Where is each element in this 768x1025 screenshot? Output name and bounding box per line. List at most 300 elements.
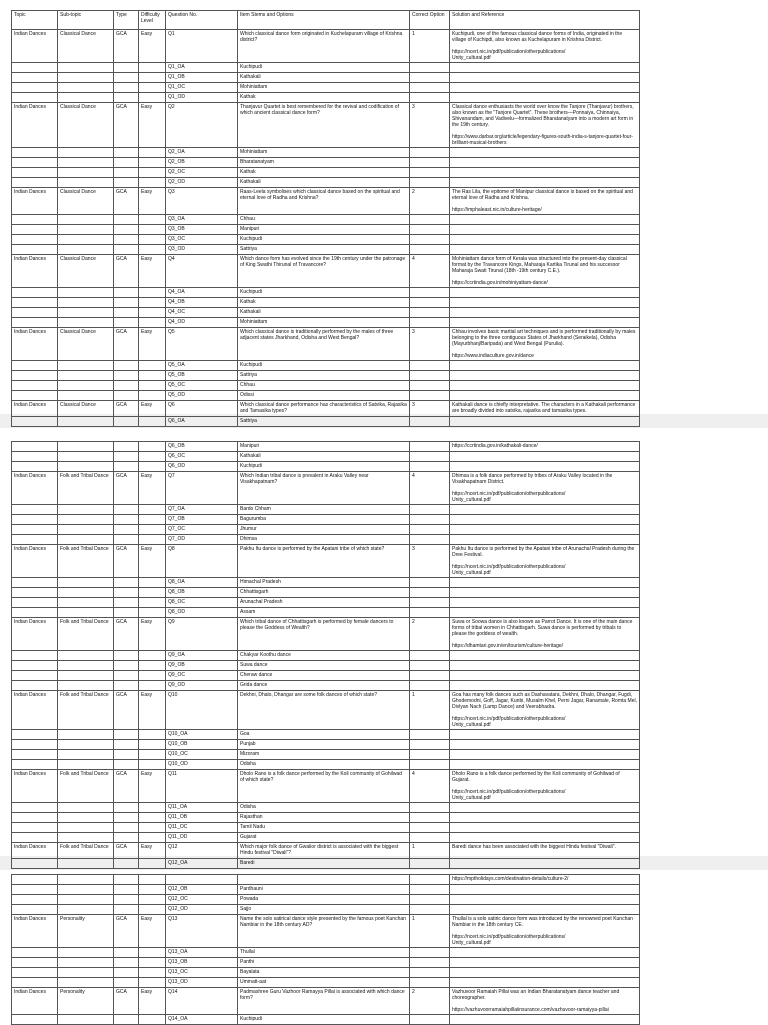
qno-cell: Q9 (166, 618, 238, 651)
qno-cell: Q14 (166, 988, 238, 1015)
topic-cell (12, 215, 58, 225)
correct-cell (410, 525, 450, 535)
text-cell: Kathak (238, 168, 410, 178)
topic-cell (12, 651, 58, 661)
difficulty-cell (139, 598, 166, 608)
question-row (12, 328, 640, 361)
qno-cell: Q8_OA (166, 578, 238, 588)
correct-cell (410, 885, 450, 895)
text-cell: Pakhu Itu dance is performed by the Apatani tribe of which state? (238, 545, 410, 578)
solution-cell (450, 988, 640, 1015)
solution-cell (450, 915, 640, 948)
reference-link[interactable]: https://ncert.nic.in/pdf/publication/otherpublications/ Unity_cultural.pdf (452, 491, 566, 503)
text-cell: Kuchipudi (238, 288, 410, 298)
type-cell (114, 178, 139, 188)
topic-cell (12, 148, 58, 158)
difficulty-cell (139, 308, 166, 318)
subtopic-cell (58, 158, 114, 168)
type-cell: GCA (114, 472, 139, 505)
reference-link[interactable]: https://imphaleast.nic.in/culture-heritage/ (452, 207, 542, 213)
correct-cell: 4 (410, 770, 450, 803)
text-cell: Punjab (238, 740, 410, 750)
solution-cell (450, 452, 640, 462)
solution-cell (450, 103, 640, 148)
option-row (12, 63, 640, 73)
solution-text: Vazhuvoor Ramaiah Pillai was an Indian Bharatanatyam dance teacher and choreographer. (452, 989, 620, 1001)
qno-cell: Q13 (166, 915, 238, 948)
option-row (12, 288, 640, 298)
text-cell: Mohiniattam (238, 318, 410, 328)
reference-link[interactable]: https://ncert.nic.in/pdf/publication/otherpublications/ Unity_cultural.pdf (452, 934, 566, 946)
difficulty-cell (139, 225, 166, 235)
subtopic-cell (58, 681, 114, 691)
text-cell: Kuchipudi (238, 1015, 410, 1025)
subtopic-cell (58, 318, 114, 328)
topic-cell (12, 588, 58, 598)
topic-cell (12, 452, 58, 462)
subtopic-cell: Classical Dance (58, 328, 114, 361)
difficulty-cell (139, 740, 166, 750)
option-row (12, 417, 640, 427)
correct-cell (410, 225, 450, 235)
reference-link[interactable]: https://www.darbar.org/article/legendary-figures-south-india-s-tanjore-quartet-four-brilliant-musical-brothers (452, 134, 633, 146)
text-cell: Baredi (238, 859, 410, 869)
qno-cell: Q12_OD (166, 905, 238, 915)
reference-link[interactable]: https://dhamtari.gov.in/en/tourism/culture-heritage/ (452, 643, 564, 649)
correct-cell (410, 158, 450, 168)
correct-cell (410, 148, 450, 158)
subtopic-cell (58, 905, 114, 915)
qno-cell: Q7_OB (166, 515, 238, 525)
type-cell: GCA (114, 843, 139, 859)
subtopic-cell (58, 148, 114, 158)
correct-cell (410, 588, 450, 598)
qno-cell: Q3_OC (166, 235, 238, 245)
subtopic-cell (58, 948, 114, 958)
solution-text: Goa has many folk dances such as Dashavatara, Dekhni, Dhalo, Dhangar, Fugdi, Ghodemodni, Goff, Jagar, Kunbi, Musalm Khel, Perni Jagar, Ranamale, Romta Mel, Divlyan Nach (Lamp Dance) and Veerabhadra. (452, 692, 637, 710)
text-cell: Gujarat (238, 833, 410, 843)
solution-cell (450, 391, 640, 401)
correct-cell (410, 760, 450, 770)
text-cell: Dholo Rano is a folk dance performed by the Koli community of Gohilwad of which state? (238, 770, 410, 803)
difficulty-cell (139, 671, 166, 681)
qno-cell: Q5_OB (166, 371, 238, 381)
reference-link[interactable]: https://ncert.nic.in/pdf/publication/otherpublications/ Unity_cultural.pdf (452, 789, 566, 801)
qno-cell: Q7_OC (166, 525, 238, 535)
type-cell (114, 168, 139, 178)
correct-cell (410, 288, 450, 298)
qno-cell: Q14_OA (166, 1015, 238, 1025)
type-cell (114, 661, 139, 671)
text-cell: Kuchipudi (238, 235, 410, 245)
correct-cell (410, 83, 450, 93)
correct-cell (410, 381, 450, 391)
solution-text: Kathakali dance is chiefly interpretative. The characters in a Kathakali performance are broadly divided into satvika, rajasika and tamasika types. (452, 402, 636, 414)
solution-cell (450, 770, 640, 803)
qno-cell: Q4_OD (166, 318, 238, 328)
qno-cell: Q10_OB (166, 740, 238, 750)
qno-cell: Q2 (166, 103, 238, 148)
topic-cell (12, 417, 58, 427)
text-cell: Kathakali (238, 73, 410, 83)
type-cell (114, 750, 139, 760)
subtopic-cell: Folk and Tribal Dance (58, 691, 114, 730)
subtopic-cell (58, 608, 114, 618)
type-cell (114, 462, 139, 472)
difficulty-cell (139, 288, 166, 298)
subtopic-cell (58, 803, 114, 813)
solution-cell (450, 188, 640, 215)
text-cell: Chhau (238, 215, 410, 225)
correct-cell (410, 235, 450, 245)
text-cell: Odisha (238, 803, 410, 813)
correct-cell (410, 968, 450, 978)
solution-cell (450, 958, 640, 968)
option-row (12, 1015, 640, 1025)
type-cell (114, 391, 139, 401)
subtopic-cell (58, 515, 114, 525)
text-cell: Kuchipudi (238, 361, 410, 371)
topic-cell (12, 823, 58, 833)
difficulty-cell: Easy (139, 401, 166, 417)
option-row (12, 681, 640, 691)
text-cell: Which classical dance performance has characteristics of Satvika, Rajasika and Tamasika types? (238, 401, 410, 417)
topic-cell (12, 1015, 58, 1025)
qno-cell: Q13_OC (166, 968, 238, 978)
correct-cell: 3 (410, 103, 450, 148)
column-header: Correct Option (410, 11, 450, 30)
solution-cell (450, 671, 640, 681)
topic-cell (12, 158, 58, 168)
correct-cell (410, 417, 450, 427)
option-row (12, 958, 640, 968)
correct-cell (410, 671, 450, 681)
subtopic-cell (58, 958, 114, 968)
difficulty-cell: Easy (139, 618, 166, 651)
difficulty-cell (139, 93, 166, 103)
reference-link[interactable]: https://ccrtindia.gov.in/mohiniyattam-dance/ (452, 280, 548, 286)
topic-cell (12, 661, 58, 671)
solution-text: Suwa or Soowa dance is also known as Parrot Dance. It is one of the main dance forms of tribal women in Chhattisgarh. Suwa dance is performed by tribals to please the goddess of wealth. (452, 619, 633, 637)
text-cell: Chakyar Koothu dance (238, 651, 410, 661)
correct-cell (410, 823, 450, 833)
topic-cell (12, 515, 58, 525)
correct-cell (410, 740, 450, 750)
reference-link[interactable]: https://ncert.nic.in/pdf/publication/otherpublications/ Unity_cultural.pdf (452, 716, 566, 728)
column-header: Topic (12, 11, 58, 30)
solution-text: Mohiniattam dance form of Kerala was structured into the present-day classical format by the Travancore Kings, Maharaja Kartika Tirunal and his successor Maharaja Swati Tirunal (18th -19th century C.E.). (452, 256, 627, 274)
qno-cell: Q11_OD (166, 833, 238, 843)
option-row (12, 371, 640, 381)
difficulty-cell (139, 452, 166, 462)
solution-text: Thullal is a solo satiric dance form was introduced by the renowned poet Kunchan Nambiar in the 18th century CE. (452, 916, 633, 928)
type-cell (114, 452, 139, 462)
solution-cell (450, 417, 640, 427)
qno-cell: Q4_OB (166, 298, 238, 308)
qno-cell: Q8_OC (166, 598, 238, 608)
option-row (12, 813, 640, 823)
question-row (12, 472, 640, 505)
correct-cell: 2 (410, 188, 450, 215)
option-row (12, 803, 640, 813)
solution-text: Kuchipudi, one of the famous classical dance forms of India, originated in the village of Kuchipdi, also known as Kuchelapuram in Krishna District. (452, 31, 623, 43)
subtopic-cell (58, 740, 114, 750)
topic-cell (12, 948, 58, 958)
difficulty-cell (139, 588, 166, 598)
subtopic-cell: Personality (58, 915, 114, 948)
correct-cell (410, 859, 450, 869)
solution-cell (450, 1015, 640, 1025)
text-cell: Jhumur (238, 525, 410, 535)
type-cell: GCA (114, 401, 139, 417)
text-cell: Kathak (238, 298, 410, 308)
subtopic-cell (58, 245, 114, 255)
qno-cell: Q7_OD (166, 535, 238, 545)
type-cell: GCA (114, 618, 139, 651)
type-cell (114, 215, 139, 225)
solution-cell (450, 158, 640, 168)
difficulty-cell: Easy (139, 545, 166, 578)
difficulty-cell (139, 803, 166, 813)
text-cell: Which tribal dance of Chhattisgarh is performed by female dancers to please the Goddess of Wealth? (238, 618, 410, 651)
option-row (12, 391, 640, 401)
topic-cell (12, 875, 58, 885)
topic-cell (12, 813, 58, 823)
topic-cell (12, 168, 58, 178)
type-cell (114, 245, 139, 255)
option-row (12, 651, 640, 661)
subtopic-cell (58, 288, 114, 298)
option-row (12, 608, 640, 618)
qno-cell: Q13_OA (166, 948, 238, 958)
subtopic-cell (58, 651, 114, 661)
text-cell: Chhattisgarh (238, 588, 410, 598)
option-row (12, 750, 640, 760)
correct-cell: 1 (410, 691, 450, 730)
solution-cell (450, 225, 640, 235)
correct-cell (410, 308, 450, 318)
reference-link[interactable]: https://vazhuvoorramaiahpillaiinsurance.com/vazhuvoor-ramaiyya-pillai (452, 1007, 609, 1013)
solution-cell (450, 215, 640, 225)
type-cell (114, 730, 139, 740)
difficulty-cell: Easy (139, 770, 166, 803)
qno-cell: Q9_OB (166, 661, 238, 671)
option-row (12, 168, 640, 178)
option-row (12, 833, 640, 843)
reference-link[interactable]: https://ncert.nic.in/pdf/publication/otherpublications/ Unity_cultural.pdf (452, 49, 566, 61)
solution-cell (450, 803, 640, 813)
text-cell: Mizoram (238, 750, 410, 760)
qno-cell (166, 875, 238, 885)
reference-link[interactable]: https://ncert.nic.in/pdf/publication/otherpublications/ Unity_cultural.pdf (452, 564, 566, 576)
text-cell: Sattriya (238, 371, 410, 381)
solution-cell (450, 875, 640, 885)
text-cell (238, 875, 410, 885)
question-row (12, 30, 640, 63)
correct-cell (410, 661, 450, 671)
topic-cell (12, 63, 58, 73)
type-cell (114, 235, 139, 245)
correct-cell (410, 948, 450, 958)
text-cell: Thanjavur Quartet is best remembered for the revival and codification of which ancient classical dance form? (238, 103, 410, 148)
type-cell (114, 859, 139, 869)
option-row (12, 885, 640, 895)
correct-cell (410, 442, 450, 452)
solution-text: Classical dance enthusiasts the world over know the Tanjore (Thanjavur) brothers, also known as the "Tanjore Quartet". These brothers—Ponnaiya, Chinnaiya, Shivanandam, and Vadivelu—formalized Bharatanatyam into a modern art form in the 19th century. (452, 104, 634, 128)
solution-text: https://ccrtindia.gov.in/kathakali-dance/ (452, 443, 538, 449)
subtopic-cell (58, 73, 114, 83)
qno-cell: Q5_OD (166, 391, 238, 401)
type-cell (114, 823, 139, 833)
subtopic-cell: Classical Dance (58, 255, 114, 288)
type-cell (114, 298, 139, 308)
type-cell (114, 505, 139, 515)
difficulty-cell (139, 515, 166, 525)
correct-cell (410, 318, 450, 328)
difficulty-cell (139, 361, 166, 371)
difficulty-cell (139, 215, 166, 225)
subtopic-cell (58, 813, 114, 823)
qno-cell: Q11_OC (166, 823, 238, 833)
column-header: Question No. (166, 11, 238, 30)
correct-cell: 2 (410, 618, 450, 651)
type-cell (114, 535, 139, 545)
type-cell (114, 93, 139, 103)
reference-link[interactable]: https://www.indiaculture.gov.in/dance (452, 353, 534, 359)
column-header: Solution and Reference (450, 11, 640, 30)
solution-cell (450, 308, 640, 318)
correct-cell (410, 298, 450, 308)
solution-cell (450, 813, 640, 823)
topic-cell (12, 803, 58, 813)
type-cell: GCA (114, 30, 139, 63)
qno-cell: Q12 (166, 843, 238, 859)
text-cell: Goa (238, 730, 410, 740)
solution-cell (450, 255, 640, 288)
solution-text: Chhau involves basic martial art techniques and is performed traditionally by males belonging to the three contiguous States of Jharkhand (Seraikela), Odisha (Mayurbhanj/Baripada) and West Bengal (Purulia). (452, 329, 636, 347)
text-cell: Kathak (238, 93, 410, 103)
difficulty-cell (139, 681, 166, 691)
correct-cell: 1 (410, 30, 450, 63)
topic-cell (12, 978, 58, 988)
difficulty-cell (139, 730, 166, 740)
difficulty-cell (139, 750, 166, 760)
type-cell (114, 63, 139, 73)
difficulty-cell (139, 968, 166, 978)
subtopic-cell (58, 859, 114, 869)
solution-cell (450, 691, 640, 730)
difficulty-cell (139, 83, 166, 93)
correct-cell (410, 608, 450, 618)
topic-cell (12, 442, 58, 452)
solution-cell (450, 401, 640, 417)
solution-text: Dholo Rano is a folk dance performed by the Koli community of Gohilwad of Gujarat. (452, 771, 620, 783)
subtopic-cell: Folk and Tribal Dance (58, 472, 114, 505)
qno-cell: Q3 (166, 188, 238, 215)
difficulty-cell (139, 760, 166, 770)
solution-cell (450, 63, 640, 73)
correct-cell (410, 73, 450, 83)
difficulty-cell (139, 245, 166, 255)
topic-cell (12, 308, 58, 318)
topic-cell (12, 83, 58, 93)
difficulty-cell: Easy (139, 188, 166, 215)
difficulty-cell: Easy (139, 915, 166, 948)
qno-cell: Q9_OA (166, 651, 238, 661)
subtopic-cell: Classical Dance (58, 30, 114, 63)
question-row (12, 915, 640, 948)
topic-cell (12, 598, 58, 608)
question-table-page-1 (11, 10, 640, 427)
topic-cell: Indian Dances (12, 401, 58, 417)
topic-cell (12, 391, 58, 401)
correct-cell: 1 (410, 843, 450, 859)
option-row (12, 148, 640, 158)
difficulty-cell (139, 235, 166, 245)
correct-cell: 4 (410, 472, 450, 505)
text-cell: Chhau (238, 381, 410, 391)
difficulty-cell (139, 417, 166, 427)
qno-cell: Q6_OD (166, 462, 238, 472)
text-cell: Suwa dance (238, 661, 410, 671)
topic-cell (12, 178, 58, 188)
solution-cell (450, 371, 640, 381)
type-cell (114, 803, 139, 813)
text-cell: Padmashree Guru Vazhoor Ramayya Pillai is associated with which dance form? (238, 988, 410, 1015)
option-row (12, 505, 640, 515)
type-cell: GCA (114, 188, 139, 215)
correct-cell (410, 875, 450, 885)
type-cell (114, 371, 139, 381)
text-cell: Arunachal Pradesh (238, 598, 410, 608)
text-cell: Tamil Nadu (238, 823, 410, 833)
qno-cell: Q1_OB (166, 73, 238, 83)
text-cell: Bagurumba (238, 515, 410, 525)
solution-cell (450, 93, 640, 103)
subtopic-cell (58, 391, 114, 401)
qno-cell: Q10_OA (166, 730, 238, 740)
subtopic-cell: Classical Dance (58, 401, 114, 417)
topic-cell (12, 671, 58, 681)
question-table-page-3 (11, 874, 640, 1025)
option-row (12, 578, 640, 588)
option-row (12, 978, 640, 988)
qno-cell: Q1_OA (166, 63, 238, 73)
solution-cell (450, 885, 640, 895)
type-cell (114, 885, 139, 895)
topic-cell: Indian Dances (12, 770, 58, 803)
text-cell: Which major folk dance of Gwalior district is associated with the biggest Hindu festival "Diwali"? (238, 843, 410, 859)
correct-cell (410, 833, 450, 843)
topic-cell (12, 93, 58, 103)
subtopic-cell (58, 535, 114, 545)
subtopic-cell (58, 215, 114, 225)
text-cell: Mohiniattam (238, 148, 410, 158)
solution-cell (450, 235, 640, 245)
solution-cell (450, 545, 640, 578)
type-cell: GCA (114, 691, 139, 730)
type-cell (114, 158, 139, 168)
qno-cell: Q1_OC (166, 83, 238, 93)
difficulty-cell (139, 148, 166, 158)
type-cell (114, 361, 139, 371)
correct-cell (410, 803, 450, 813)
subtopic-cell: Folk and Tribal Dance (58, 843, 114, 859)
type-cell (114, 598, 139, 608)
option-row (12, 245, 640, 255)
topic-cell (12, 958, 58, 968)
qno-cell: Q10 (166, 691, 238, 730)
